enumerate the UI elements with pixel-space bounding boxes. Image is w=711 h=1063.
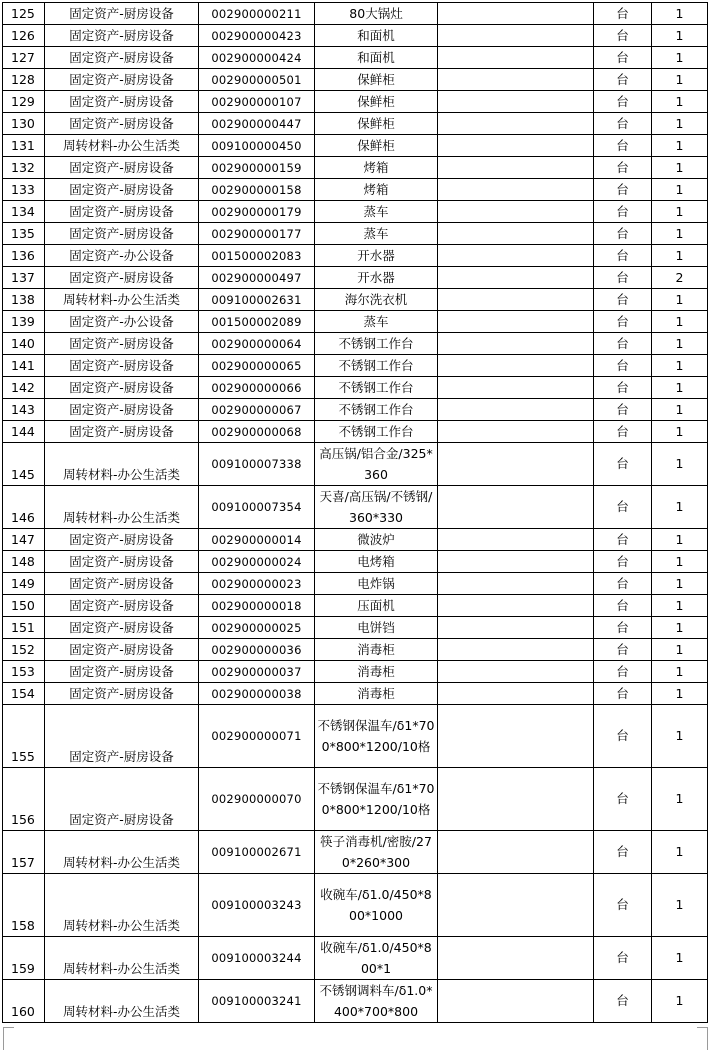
cell-qty: 1 [652,179,708,201]
table-row [3,486,708,529]
table-row [3,980,708,1023]
cell-spec [438,486,594,529]
cell-unit: 台 [594,25,652,47]
cell-unit: 台 [594,267,652,289]
cell-name: 开水器 [315,245,438,267]
cell-cat: 固定资产-厨房设备 [45,157,199,179]
cell-no: 152 [3,639,45,661]
cell-cat: 固定资产-厨房设备 [45,661,199,683]
cell-spec [438,179,594,201]
cell-qty: 1 [652,69,708,91]
cell-qty: 1 [652,289,708,311]
cell-name: 保鲜柜 [315,69,438,91]
cell-name: 保鲜柜 [315,91,438,113]
cell-cat: 固定资产-厨房设备 [45,551,199,573]
cell-no: 155 [3,705,45,768]
cell-cat: 固定资产-厨房设备 [45,639,199,661]
table-row [3,551,708,573]
cell-no: 126 [3,25,45,47]
cell-cat: 固定资产-厨房设备 [45,91,199,113]
cell-code: 009100003244 [199,937,315,980]
cell-qty: 1 [652,486,708,529]
table-row [3,874,708,937]
cell-spec [438,113,594,135]
cell-spec [438,617,594,639]
cell-spec [438,267,594,289]
table-row [3,267,708,289]
cell-cat: 固定资产-厨房设备 [45,683,199,705]
cell-code: 002900000501 [199,69,315,91]
cell-qty: 1 [652,617,708,639]
cell-unit: 台 [594,3,652,25]
cell-no: 127 [3,47,45,69]
cell-qty: 1 [652,661,708,683]
cell-no: 133 [3,179,45,201]
cell-no: 129 [3,91,45,113]
cell-unit: 台 [594,529,652,551]
table-row [3,421,708,443]
cell-cat: 固定资产-厨房设备 [45,595,199,617]
cell-no: 125 [3,3,45,25]
cell-name: 开水器 [315,267,438,289]
table-row [3,573,708,595]
table-row [3,683,708,705]
cell-qty: 1 [652,573,708,595]
cell-name: 80大锅灶 [315,3,438,25]
cell-unit: 台 [594,223,652,245]
cell-cat: 周转材料-办公生活类 [45,443,199,486]
cell-spec [438,768,594,831]
cell-spec [438,245,594,267]
cell-no: 139 [3,311,45,333]
cell-code: 002900000211 [199,3,315,25]
cell-unit: 台 [594,245,652,267]
cell-spec [438,980,594,1023]
cell-code: 009100002631 [199,289,315,311]
cell-no: 141 [3,355,45,377]
cell-unit: 台 [594,91,652,113]
cell-no: 131 [3,135,45,157]
table-row [3,355,708,377]
cell-spec [438,47,594,69]
cell-cat: 固定资产-厨房设备 [45,768,199,831]
cell-cat: 周转材料-办公生活类 [45,486,199,529]
cell-name: 收碗车/δ1.0/450*800*1 [315,937,438,980]
cell-unit: 台 [594,595,652,617]
cell-unit: 台 [594,486,652,529]
cell-code: 002900000036 [199,639,315,661]
cell-unit: 台 [594,639,652,661]
cell-spec [438,201,594,223]
cell-name: 天喜/高压锅/不锈钢/360*330 [315,486,438,529]
cell-no: 137 [3,267,45,289]
table-row [3,69,708,91]
cell-cat: 固定资产-厨房设备 [45,267,199,289]
cell-spec [438,399,594,421]
cell-qty: 1 [652,874,708,937]
cell-cat: 周转材料-办公生活类 [45,980,199,1023]
cell-no: 151 [3,617,45,639]
cell-qty: 1 [652,333,708,355]
cell-cat: 固定资产-厨房设备 [45,25,199,47]
cell-unit: 台 [594,705,652,768]
cell-code: 002900000447 [199,113,315,135]
cell-cat: 固定资产-厨房设备 [45,47,199,69]
cell-spec [438,661,594,683]
cell-no: 135 [3,223,45,245]
cell-no: 154 [3,683,45,705]
cell-spec [438,573,594,595]
cell-name: 微波炉 [315,529,438,551]
cell-name: 和面机 [315,47,438,69]
cell-unit: 台 [594,355,652,377]
cell-no: 147 [3,529,45,551]
cell-spec [438,91,594,113]
cell-code: 009100003241 [199,980,315,1023]
cell-cat: 周转材料-办公生活类 [45,289,199,311]
cell-qty: 1 [652,529,708,551]
cell-cat: 固定资产-厨房设备 [45,179,199,201]
cell-no: 156 [3,768,45,831]
cell-unit: 台 [594,311,652,333]
cell-unit: 台 [594,69,652,91]
cell-unit: 台 [594,333,652,355]
cell-cat: 固定资产-厨房设备 [45,113,199,135]
cell-spec [438,69,594,91]
cell-no: 153 [3,661,45,683]
table-row [3,179,708,201]
cell-unit: 台 [594,421,652,443]
asset-table [2,2,708,1023]
cell-code: 002900000025 [199,617,315,639]
cell-unit: 台 [594,874,652,937]
page-corner-mark-right [697,1027,708,1050]
cell-unit: 台 [594,768,652,831]
table-row [3,529,708,551]
cell-qty: 1 [652,705,708,768]
cell-cat: 固定资产-厨房设备 [45,617,199,639]
cell-unit: 台 [594,179,652,201]
table-row [3,937,708,980]
table-row [3,705,708,768]
cell-qty: 1 [652,831,708,874]
cell-unit: 台 [594,831,652,874]
table-row [3,831,708,874]
cell-code: 009100002671 [199,831,315,874]
cell-code: 002900000037 [199,661,315,683]
cell-code: 002900000064 [199,333,315,355]
table-row [3,157,708,179]
table-row [3,47,708,69]
cell-spec [438,25,594,47]
cell-spec [438,421,594,443]
cell-unit: 台 [594,443,652,486]
cell-qty: 1 [652,3,708,25]
cell-qty: 1 [652,201,708,223]
table-row [3,91,708,113]
cell-name: 不锈钢保温车/δ1*700*800*1200/10格 [315,768,438,831]
cell-code: 002900000023 [199,573,315,595]
cell-cat: 固定资产-厨房设备 [45,333,199,355]
cell-name: 消毒柜 [315,661,438,683]
cell-spec [438,355,594,377]
cell-no: 144 [3,421,45,443]
table-row [3,201,708,223]
cell-name: 不锈钢工作台 [315,333,438,355]
cell-unit: 台 [594,47,652,69]
cell-qty: 1 [652,639,708,661]
cell-qty: 1 [652,980,708,1023]
cell-no: 149 [3,573,45,595]
cell-cat: 固定资产-办公设备 [45,245,199,267]
cell-no: 157 [3,831,45,874]
table-row [3,443,708,486]
cell-qty: 1 [652,443,708,486]
cell-cat: 固定资产-办公设备 [45,311,199,333]
cell-qty: 1 [652,157,708,179]
cell-spec [438,874,594,937]
cell-spec [438,831,594,874]
cell-name: 压面机 [315,595,438,617]
table-row [3,617,708,639]
cell-no: 128 [3,69,45,91]
table-row [3,311,708,333]
cell-code: 002900000179 [199,201,315,223]
cell-cat: 固定资产-厨房设备 [45,3,199,25]
cell-cat: 固定资产-厨房设备 [45,573,199,595]
table-row [3,639,708,661]
cell-spec [438,683,594,705]
cell-code: 002900000067 [199,399,315,421]
cell-code: 009100000450 [199,135,315,157]
cell-unit: 台 [594,551,652,573]
cell-cat: 周转材料-办公生活类 [45,831,199,874]
table-row [3,135,708,157]
cell-name: 电烤箱 [315,551,438,573]
cell-cat: 周转材料-办公生活类 [45,937,199,980]
table-row [3,377,708,399]
cell-name: 电炸锅 [315,573,438,595]
cell-cat: 固定资产-厨房设备 [45,421,199,443]
table-row [3,768,708,831]
cell-name: 蒸车 [315,201,438,223]
cell-qty: 1 [652,683,708,705]
cell-spec [438,333,594,355]
cell-name: 消毒柜 [315,683,438,705]
cell-spec [438,223,594,245]
cell-spec [438,937,594,980]
cell-spec [438,705,594,768]
cell-qty: 1 [652,551,708,573]
cell-code: 002900000014 [199,529,315,551]
cell-code: 001500002089 [199,311,315,333]
cell-unit: 台 [594,157,652,179]
cell-code: 009100007338 [199,443,315,486]
cell-no: 132 [3,157,45,179]
cell-name: 烤箱 [315,157,438,179]
cell-cat: 固定资产-厨房设备 [45,529,199,551]
cell-qty: 1 [652,595,708,617]
cell-name: 海尔洗衣机 [315,289,438,311]
cell-cat: 固定资产-厨房设备 [45,355,199,377]
cell-spec [438,3,594,25]
cell-name: 收碗车/δ1.0/450*800*1000 [315,874,438,937]
cell-qty: 1 [652,223,708,245]
cell-unit: 台 [594,399,652,421]
cell-no: 134 [3,201,45,223]
cell-spec [438,311,594,333]
cell-qty: 1 [652,47,708,69]
cell-no: 136 [3,245,45,267]
table-row [3,245,708,267]
cell-code: 002900000497 [199,267,315,289]
cell-no: 146 [3,486,45,529]
cell-unit: 台 [594,113,652,135]
cell-unit: 台 [594,573,652,595]
cell-unit: 台 [594,201,652,223]
cell-unit: 台 [594,617,652,639]
cell-spec [438,551,594,573]
cell-cat: 固定资产-厨房设备 [45,69,199,91]
table-body [3,3,708,1023]
cell-cat: 固定资产-厨房设备 [45,399,199,421]
cell-code: 002900000024 [199,551,315,573]
cell-name: 不锈钢保温车/δ1*700*800*1200/10格 [315,705,438,768]
cell-qty: 1 [652,311,708,333]
cell-no: 143 [3,399,45,421]
cell-name: 和面机 [315,25,438,47]
table-row [3,333,708,355]
cell-qty: 2 [652,267,708,289]
cell-code: 002900000071 [199,705,315,768]
cell-name: 保鲜柜 [315,113,438,135]
cell-code: 001500002083 [199,245,315,267]
cell-qty: 1 [652,25,708,47]
cell-name: 蒸车 [315,223,438,245]
cell-code: 002900000018 [199,595,315,617]
cell-qty: 1 [652,421,708,443]
cell-cat: 固定资产-厨房设备 [45,201,199,223]
cell-code: 002900000177 [199,223,315,245]
cell-spec [438,135,594,157]
cell-qty: 1 [652,937,708,980]
cell-qty: 1 [652,135,708,157]
cell-cat: 固定资产-厨房设备 [45,377,199,399]
cell-qty: 1 [652,377,708,399]
cell-name: 电饼铛 [315,617,438,639]
cell-unit: 台 [594,377,652,399]
cell-no: 130 [3,113,45,135]
cell-no: 140 [3,333,45,355]
cell-cat: 固定资产-厨房设备 [45,223,199,245]
table-row [3,25,708,47]
cell-spec [438,157,594,179]
cell-code: 002900000038 [199,683,315,705]
cell-no: 145 [3,443,45,486]
cell-unit: 台 [594,980,652,1023]
cell-unit: 台 [594,135,652,157]
cell-name: 筷子消毒机/密胺/270*260*300 [315,831,438,874]
table-row [3,399,708,421]
cell-name: 烤箱 [315,179,438,201]
cell-cat: 周转材料-办公生活类 [45,135,199,157]
cell-no: 159 [3,937,45,980]
cell-name: 不锈钢工作台 [315,399,438,421]
table-row [3,3,708,25]
cell-code: 002900000159 [199,157,315,179]
cell-name: 不锈钢工作台 [315,355,438,377]
cell-unit: 台 [594,683,652,705]
cell-name: 保鲜柜 [315,135,438,157]
cell-no: 148 [3,551,45,573]
cell-name: 蒸车 [315,311,438,333]
cell-code: 002900000423 [199,25,315,47]
cell-name: 高压锅/铝合金/325*360 [315,443,438,486]
cell-code: 002900000107 [199,91,315,113]
cell-qty: 1 [652,245,708,267]
cell-code: 009100007354 [199,486,315,529]
cell-unit: 台 [594,289,652,311]
cell-code: 009100003243 [199,874,315,937]
cell-code: 002900000424 [199,47,315,69]
cell-unit: 台 [594,661,652,683]
cell-code: 002900000158 [199,179,315,201]
cell-name: 不锈钢工作台 [315,377,438,399]
cell-spec [438,595,594,617]
table-row [3,223,708,245]
cell-code: 002900000065 [199,355,315,377]
cell-cat: 固定资产-厨房设备 [45,705,199,768]
table-row [3,289,708,311]
cell-name: 不锈钢调料车/δ1.0*400*700*800 [315,980,438,1023]
page-corner-mark-left [3,1027,14,1050]
cell-no: 138 [3,289,45,311]
cell-spec [438,377,594,399]
cell-qty: 1 [652,113,708,135]
table-row [3,113,708,135]
cell-no: 160 [3,980,45,1023]
cell-cat: 周转材料-办公生活类 [45,874,199,937]
cell-qty: 1 [652,768,708,831]
cell-no: 142 [3,377,45,399]
cell-code: 002900000066 [199,377,315,399]
table-row [3,661,708,683]
cell-no: 158 [3,874,45,937]
table-row [3,595,708,617]
cell-qty: 1 [652,91,708,113]
cell-name: 消毒柜 [315,639,438,661]
cell-spec [438,289,594,311]
cell-spec [438,443,594,486]
cell-spec [438,639,594,661]
cell-spec [438,529,594,551]
cell-name: 不锈钢工作台 [315,421,438,443]
cell-no: 150 [3,595,45,617]
cell-unit: 台 [594,937,652,980]
cell-code: 002900000068 [199,421,315,443]
cell-qty: 1 [652,399,708,421]
cell-qty: 1 [652,355,708,377]
cell-code: 002900000070 [199,768,315,831]
